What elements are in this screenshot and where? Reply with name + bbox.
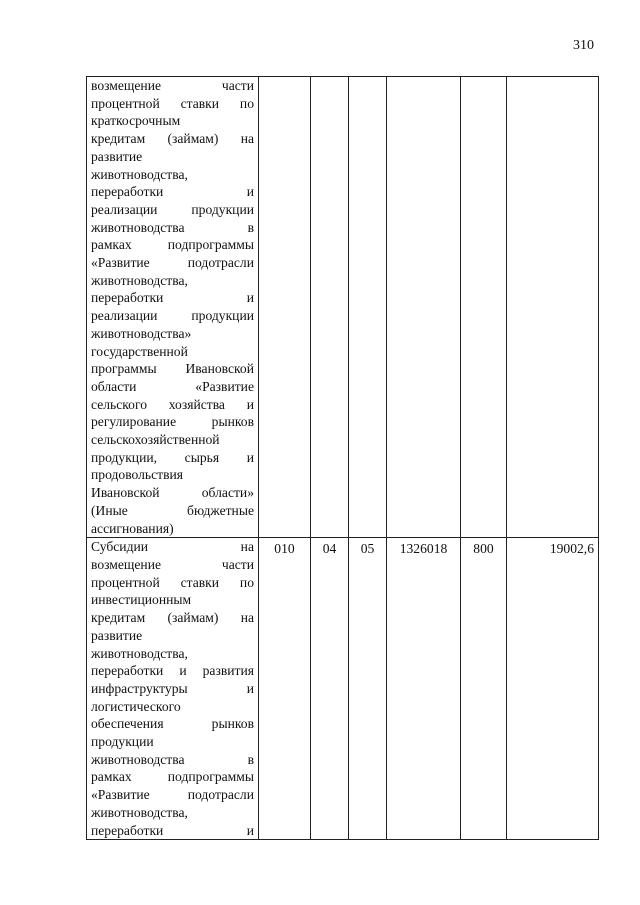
- name-line: продовольствия: [91, 467, 184, 483]
- name-line: продукции: [91, 734, 154, 750]
- amount-cell: [507, 77, 599, 538]
- name-line: кредитам (займам) на: [91, 610, 254, 626]
- name-line: регулирование рынков: [91, 414, 254, 430]
- name-line: ассигнования): [91, 520, 174, 536]
- name-line: сельского хозяйства и: [91, 396, 254, 412]
- name-line: кредитам (займам) на: [91, 131, 254, 147]
- name-line: инфраструктуры и: [91, 680, 254, 696]
- name-line: животноводства,: [91, 804, 188, 820]
- name-line: реализации продукции: [91, 201, 254, 217]
- name-line: обеспечения рынков: [91, 716, 254, 732]
- name-line: развитие: [91, 627, 143, 643]
- name-line: Ивановской области»: [91, 485, 254, 501]
- name-line: переработки и: [91, 290, 254, 306]
- name-line: процентной ставки по: [91, 95, 254, 111]
- name-line: животноводства,: [91, 272, 188, 288]
- page-number: 310: [573, 38, 594, 53]
- article-code-cell: 1326018: [387, 538, 461, 840]
- name-line: животноводства,: [91, 645, 188, 661]
- subsection-code-cell: [349, 77, 387, 538]
- name-line: развитие: [91, 148, 143, 164]
- name-line: краткосрочным: [91, 113, 181, 129]
- name-line: Субсидии на: [91, 539, 254, 555]
- name-line: животноводства в: [91, 219, 254, 235]
- section-code-cell: 04: [311, 538, 349, 840]
- table-row: [87, 77, 599, 538]
- article-code-cell: [387, 77, 461, 538]
- name-line: программы Ивановской: [91, 361, 254, 377]
- name-line: продукции, сырья и: [91, 449, 254, 465]
- name-line: «Развитие подотрасли: [91, 787, 254, 803]
- name-line: (Иные бюджетные: [91, 502, 254, 518]
- expense-type-cell: [461, 77, 507, 538]
- row-name-cell: [87, 538, 259, 840]
- name-line: животноводства в: [91, 751, 254, 767]
- name-line: рамках подпрограммы: [91, 769, 254, 785]
- name-line: области «Развитие: [91, 378, 254, 394]
- name-line: переработки и: [91, 822, 254, 838]
- ministry-code-cell: 010: [259, 538, 311, 840]
- ministry-code-cell: [259, 77, 311, 538]
- name-line: государственной: [91, 343, 188, 359]
- name-line: процентной ставки по: [91, 574, 254, 590]
- name-line: «Развитие подотрасли: [91, 255, 254, 271]
- name-line: животноводства,: [91, 166, 188, 182]
- subsection-code-cell: 05: [349, 538, 387, 840]
- expense-type-cell: 800: [461, 538, 507, 840]
- name-line: реализации продукции: [91, 308, 254, 324]
- name-line: животноводства»: [91, 325, 192, 341]
- name-line: переработки и: [91, 184, 254, 200]
- table-row: [87, 538, 599, 840]
- name-line: логистического: [91, 698, 181, 714]
- name-line: возмещение части: [91, 556, 254, 572]
- row-name-cell: [87, 77, 259, 538]
- name-line: инвестиционным: [91, 592, 192, 608]
- name-line: возмещение части: [91, 78, 254, 93]
- name-line: сельскохозяйственной: [91, 432, 220, 448]
- name-line: переработки и развития: [91, 663, 254, 679]
- section-code-cell: [311, 77, 349, 538]
- budget-table: [86, 76, 599, 840]
- amount-cell: 19002,6: [507, 538, 599, 840]
- name-line: рамках подпрограммы: [91, 237, 254, 253]
